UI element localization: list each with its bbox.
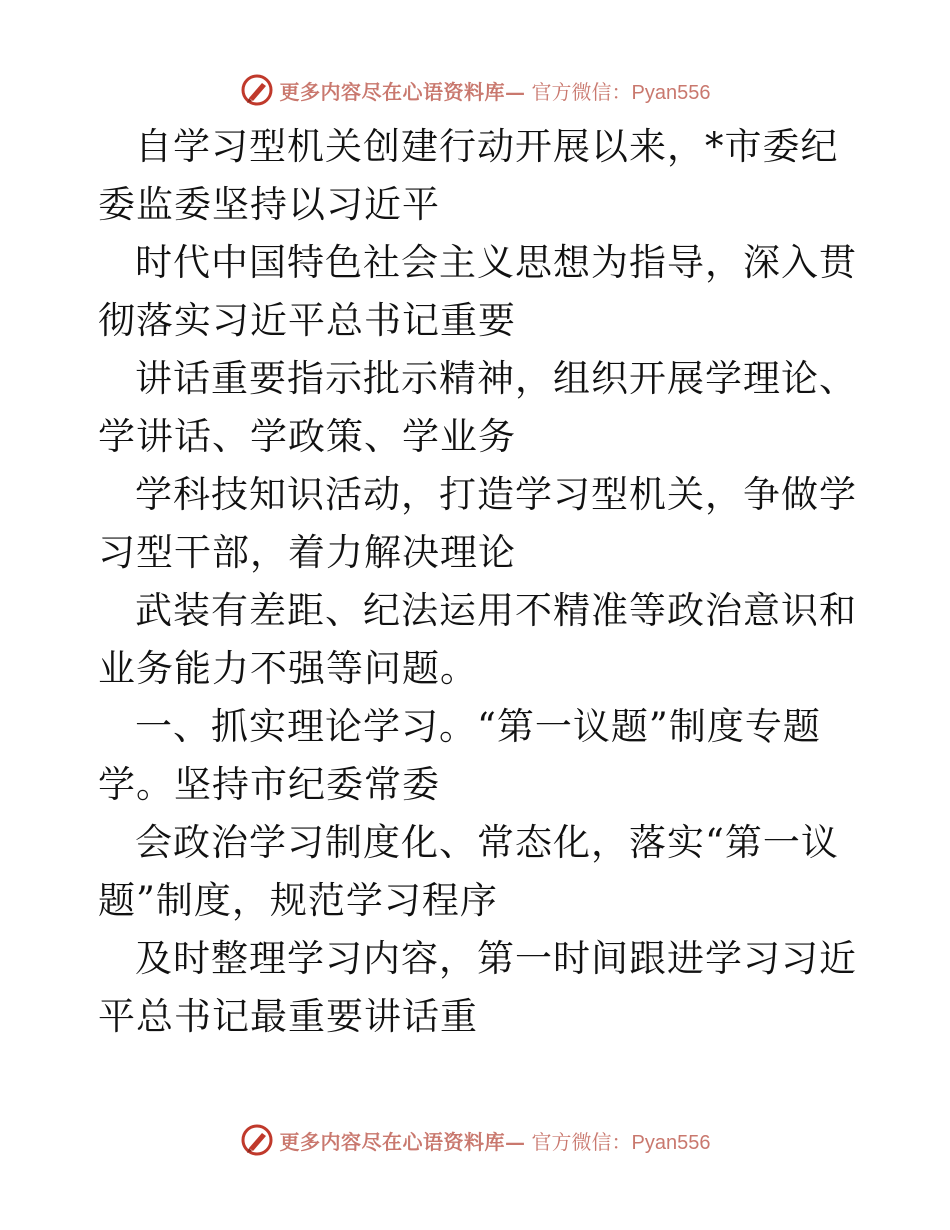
pen-logo-icon [240,73,274,107]
paragraph: 时代中国特色社会主义思想为指导，深入贯彻落实习近平总书记重要 [98,241,857,342]
watermark-text: 更多内容尽在心语资料库— [279,1129,526,1154]
paragraph: 及时整理学习内容，第一时间跟进学习习近平总书记最重要讲话重 [98,937,857,1038]
pen-logo-icon [240,1123,274,1157]
footer-watermark [0,1120,950,1160]
paragraph: 一、抓实理论学习。“第一议题”制度专题学。坚持市纪委常委 [98,705,821,806]
paragraph: 武装有差距、纪法运用不精准等政治意识和业务能力不强等问题。 [98,589,857,690]
watermark-text: 更多内容尽在心语资料库— [279,79,526,104]
paragraph: 会政治学习制度化、常态化，落实“第一议题”制度，规范学习程序 [98,821,839,922]
paragraph: 学科技知识活动，打造学习型机关，争做学习型干部，着力解决理论 [98,473,857,574]
paragraph: 讲话重要指示批示精神，组织开展学理论、学讲话、学政策、学业务 [98,357,857,458]
watermark-contact: 官方微信：Pyan556 [531,81,711,104]
document-body [98,118,858,1046]
watermark-contact: 官方微信：Pyan556 [531,1131,711,1154]
paragraph: 自学习型机关创建行动开展以来，*市委纪委监委坚持以习近平 [98,125,839,226]
header-watermark [0,70,950,110]
